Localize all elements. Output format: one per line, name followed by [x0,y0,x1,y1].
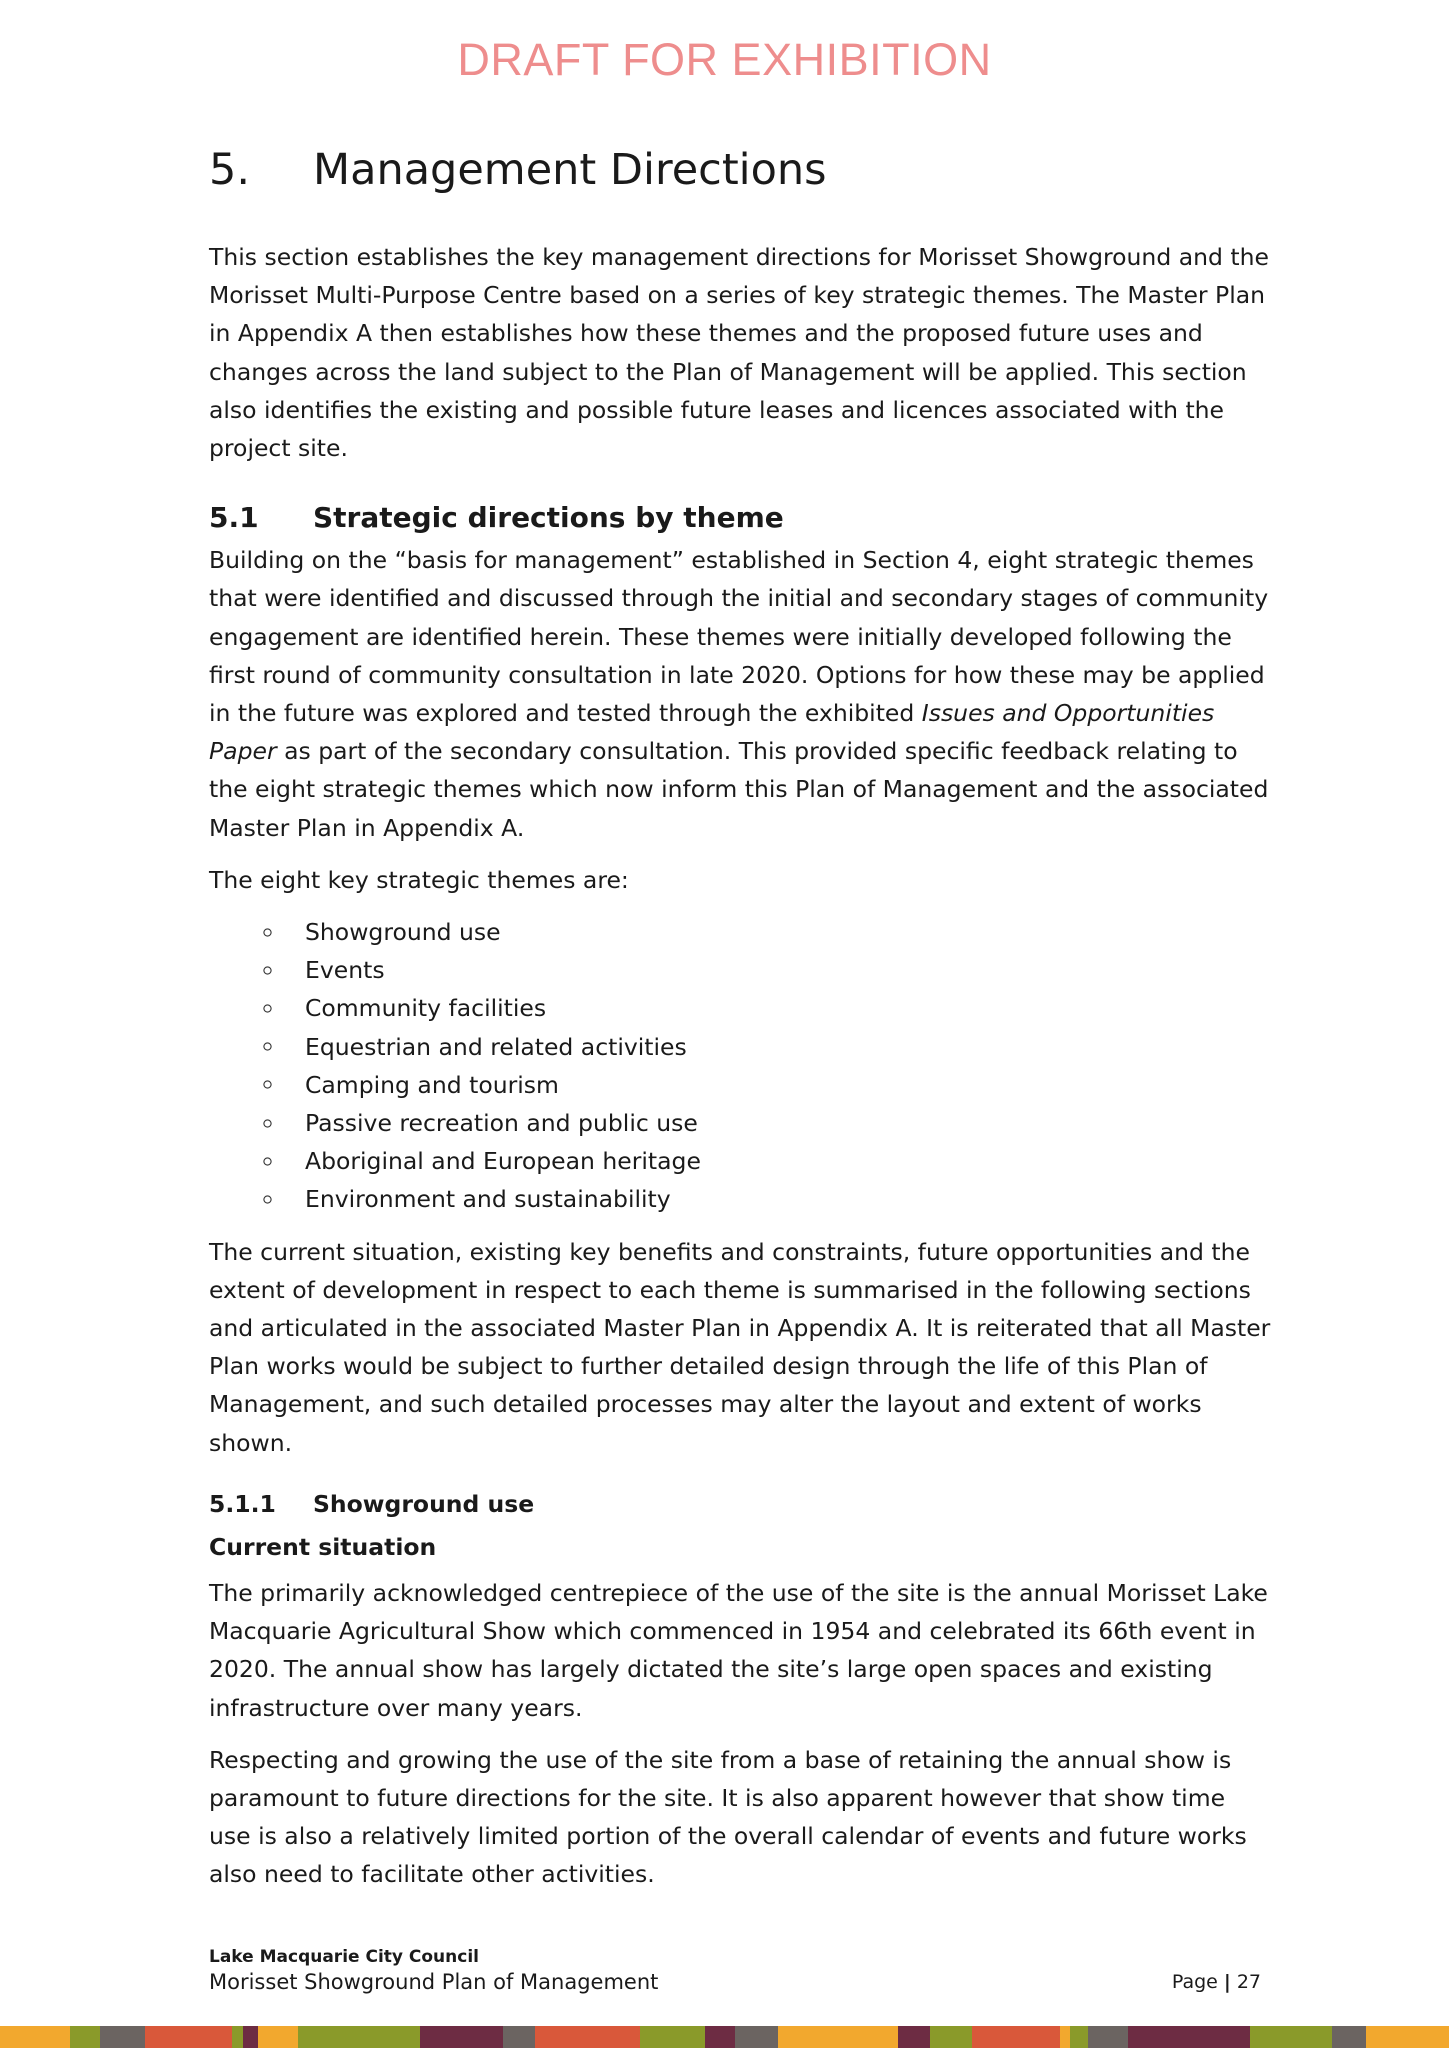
subsubsection-heading [209,1486,1274,1522]
section-title: Management Directions [313,145,827,195]
theme-label: Environment and sustainability [305,1185,671,1214]
page-content [209,138,1274,1908]
stripe-segment [503,2026,535,2048]
stripe-segment [420,2026,503,2048]
stripe-segment [145,2026,232,2048]
stripe-segment [0,2026,70,2048]
stripe-segment [243,2026,258,2048]
stripe-segment [1250,2026,1332,2048]
stripe-segment [70,2026,100,2048]
list-item [209,1180,1274,1218]
hollow-circle-bullet-icon [261,964,274,977]
stripe-segment [298,2026,420,2048]
subsubsection-title: Showground use [313,1489,535,1518]
list-item [209,989,1274,1027]
stripe-segment [535,2026,640,2048]
draft-watermark: DRAFT FOR EXHIBITION [457,34,992,85]
theme-label: Showground use [305,918,501,947]
showground-paragraph-2: Respecting and growing the use of the site from a base of retaining the annual show is paramount to future directions for the site. It is also apparent however that show time use is also a relatively limited portion of the overall calendar of events and future works also need to facilitate other activities. [209,1745,1247,1889]
hollow-circle-bullet-icon [261,1002,274,1015]
subsection-number: 5.1 [209,501,259,535]
page-label: Page [1171,1971,1218,1993]
subsection-heading [209,497,1274,539]
subsection-paragraph-1 [209,541,1274,847]
list-item [209,913,1274,951]
stripe-segment [705,2026,735,2048]
section-heading [209,138,1274,202]
list-item [209,1142,1274,1180]
stripe-segment [898,2026,930,2048]
page-number: 27 [1236,1971,1261,1993]
list-item [209,1104,1274,1142]
stripe-segment [258,2026,298,2048]
stripe-segment [972,2026,1060,2048]
current-situation-heading: Current situation [209,1532,437,1561]
subsection-title: Strategic directions by theme [313,501,784,535]
stripe-segment [778,2026,898,2048]
themes-list [209,913,1274,1219]
paper-title-italic: Issues and Opportunities Paper [209,699,1215,766]
stripe-segment [640,2026,705,2048]
hollow-circle-bullet-icon [261,1193,274,1206]
showground-paragraph-1: The primarily acknowledged centrepiece of the use of the site is the annual Morisset Lake Macquarie Agricultural Show which commenced in 1954 and celebrated its 66th event in 2020. The annual show has largely dictated the site’s large open spaces and existing infrastructure over many years. [209,1578,1268,1722]
decorative-color-stripe [0,2026,1449,2048]
themes-intro: The eight key strategic themes are: [209,865,629,894]
hollow-circle-bullet-icon [261,1078,274,1091]
hollow-circle-bullet-icon [261,1117,274,1130]
section-intro-paragraph: This section establishes the key management directions for Morisset Showground and the Morisset Multi-Purpose Centre based on a series of key strategic themes. The Master Plan in Appendix A then establishes how these themes and the proposed future uses and changes across the land subject to the Plan of Management will be applied. This section also identifies the existing and possible future leases and licences associated with the project site. [209,243,1269,463]
theme-label: Aboriginal and European heritage [305,1147,701,1176]
footer-plan-title: Morisset Showground Plan of Management [209,1970,659,1994]
list-item [209,1066,1274,1104]
stripe-segment [1088,2026,1128,2048]
theme-label: Equestrian and related activities [305,1032,687,1061]
para-text: Building on the “basis for management” established in Section 4, eight strategic themes that were identified and discussed through the initial and secondary stages of community engagement are identified herein. These themes were initially developed following the first round of community consultation in late 2020. Options for how these may be applied in the future was explored and tested through the exhibited [209,546,1269,728]
page-number-block [1172,1968,1261,1996]
subsubsection-number: 5.1.1 [209,1489,276,1518]
page-separator: | [1223,1971,1231,1993]
stripe-segment [1332,2026,1366,2048]
stripe-segment [232,2026,243,2048]
theme-label: Camping and tourism [305,1070,559,1099]
hollow-circle-bullet-icon [261,1040,274,1053]
hollow-circle-bullet-icon [261,926,274,939]
subsection-paragraph-2: The current situation, existing key benefits and constraints, future opportunities and the extent of development in respect to each theme is summarised in the following sections and articulated in the associated Master Plan in Appendix A. It is reiterated that all Master Plan works would be subject to further detailed design through the life of this Plan of Management, and such detailed processes may alter the layout and extent of works shown. [209,1237,1271,1457]
stripe-segment [735,2026,778,2048]
theme-label: Community facilities [305,994,547,1023]
page-footer [209,1946,1261,1996]
list-item [209,951,1274,989]
para-text: as part of the secondary consultation. This provided specific feedback relating to the eight strategic themes which now inform this Plan of Management and the associated Master Plan in Appendix A. [209,737,1269,842]
stripe-segment [1128,2026,1250,2048]
section-number: 5. [209,145,251,195]
theme-label: Passive recreation and public use [305,1109,698,1138]
list-item [209,1028,1274,1066]
stripe-segment [1366,2026,1449,2048]
stripe-segment [930,2026,972,2048]
theme-label: Events [305,956,385,985]
footer-organisation: Lake Macquarie City Council [209,1947,479,1967]
stripe-segment [100,2026,145,2048]
stripe-segment [1060,2026,1070,2048]
stripe-segment [1070,2026,1088,2048]
hollow-circle-bullet-icon [261,1155,274,1168]
